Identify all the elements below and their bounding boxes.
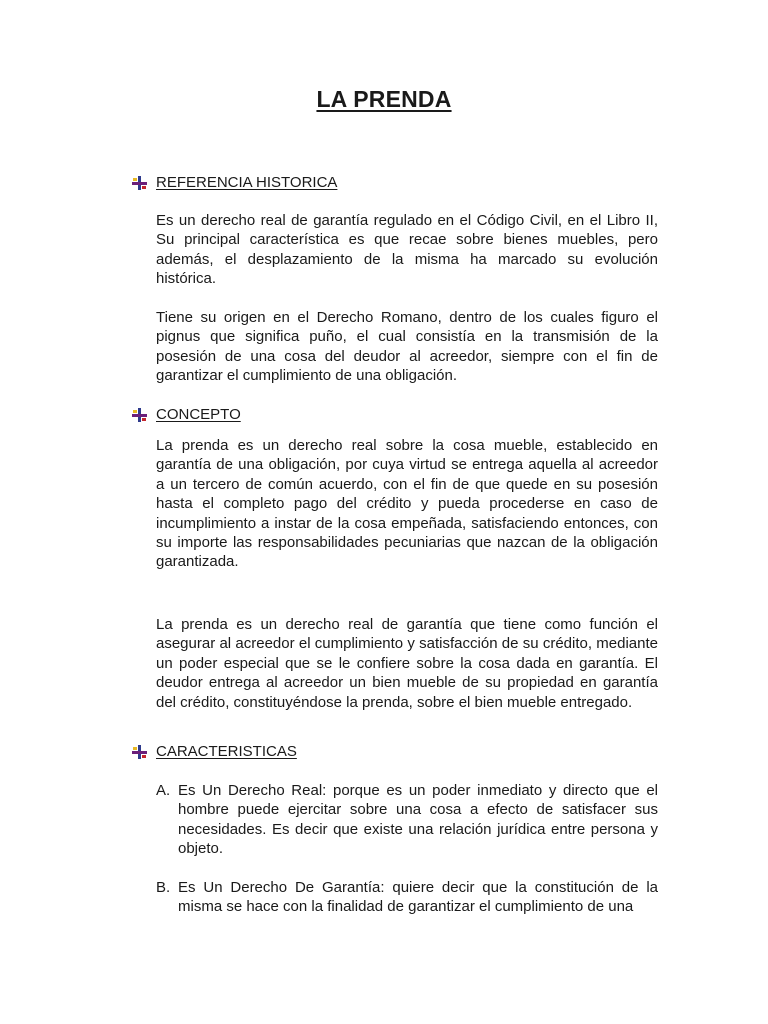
section-heading-caracteristicas (132, 742, 297, 761)
section-heading-referencia-historica (132, 173, 337, 192)
section-heading-label: CARACTERISTICAS (156, 743, 297, 760)
paragraph: Es un derecho real de garantía regulado en el Código Civil, en el Libro II, Su principal característica es que recae sobre bienes muebles, pero además, el desplazamiento de la misma ha marcado su evolución histórica. (156, 212, 658, 288)
list-item (156, 878, 658, 917)
list-item-text: Es Un Derecho De Garantía: quiere decir que la constitución de la misma se hace con la finalidad de garantizar el cumplimiento de una (178, 879, 658, 916)
plus-arrow-bullet-icon (132, 745, 148, 759)
list-marker: B. (156, 879, 171, 896)
paragraph: Tiene su origen en el Derecho Romano, dentro de los cuales figuro el pignus que significa puño, el cual consistía en la transmisión de la posesión de una cosa del deudor al acreedor, siempre con el fin de garantizar el cumplimiento de una obligación. (156, 309, 658, 385)
paragraph: La prenda es un derecho real de garantía que tiene como función el asegurar al acreedor el cumplimiento y satisfacción de su crédito, mediante un poder especial que se le confiere sobre la cosa dada en garantía. El deudor entrega al acreedor un bien mueble de su propiedad en garantía del crédito, constituyéndose la prenda, sobre el bien mueble entregado. (156, 616, 658, 711)
list-item-text: Es Un Derecho Real: porque es un poder inmediato y directo que el hombre puede ejercitar sobre una cosa a efecto de satisfacer sus necesidades. Es decir que existe una relación jurídica entre persona y objeto. (178, 782, 658, 858)
list-item (156, 781, 658, 859)
section-heading-label: CONCEPTO (156, 406, 241, 423)
paragraph: La prenda es un derecho real sobre la cosa mueble, establecido en garantía de una obligación, por cuya virtud se entrega aquella al acreedor a un tercero de común acuerdo, con el fin de que quede en su posesión hasta el completo pago del crédito y pueda procederse en caso de incumplimiento a instar de la cosa empeñada, satisfaciendo entonces, con su importe las responsabilidades pecuniarias que nazcan de la obligación garantizada. (156, 437, 658, 571)
document-title: LA PRENDA (316, 86, 452, 112)
plus-arrow-bullet-icon (132, 176, 148, 190)
section-heading-concepto (132, 405, 241, 424)
section-heading-label: REFERENCIA HISTORICA (156, 174, 338, 191)
plus-arrow-bullet-icon (132, 408, 148, 422)
list-marker: A. (156, 782, 171, 799)
